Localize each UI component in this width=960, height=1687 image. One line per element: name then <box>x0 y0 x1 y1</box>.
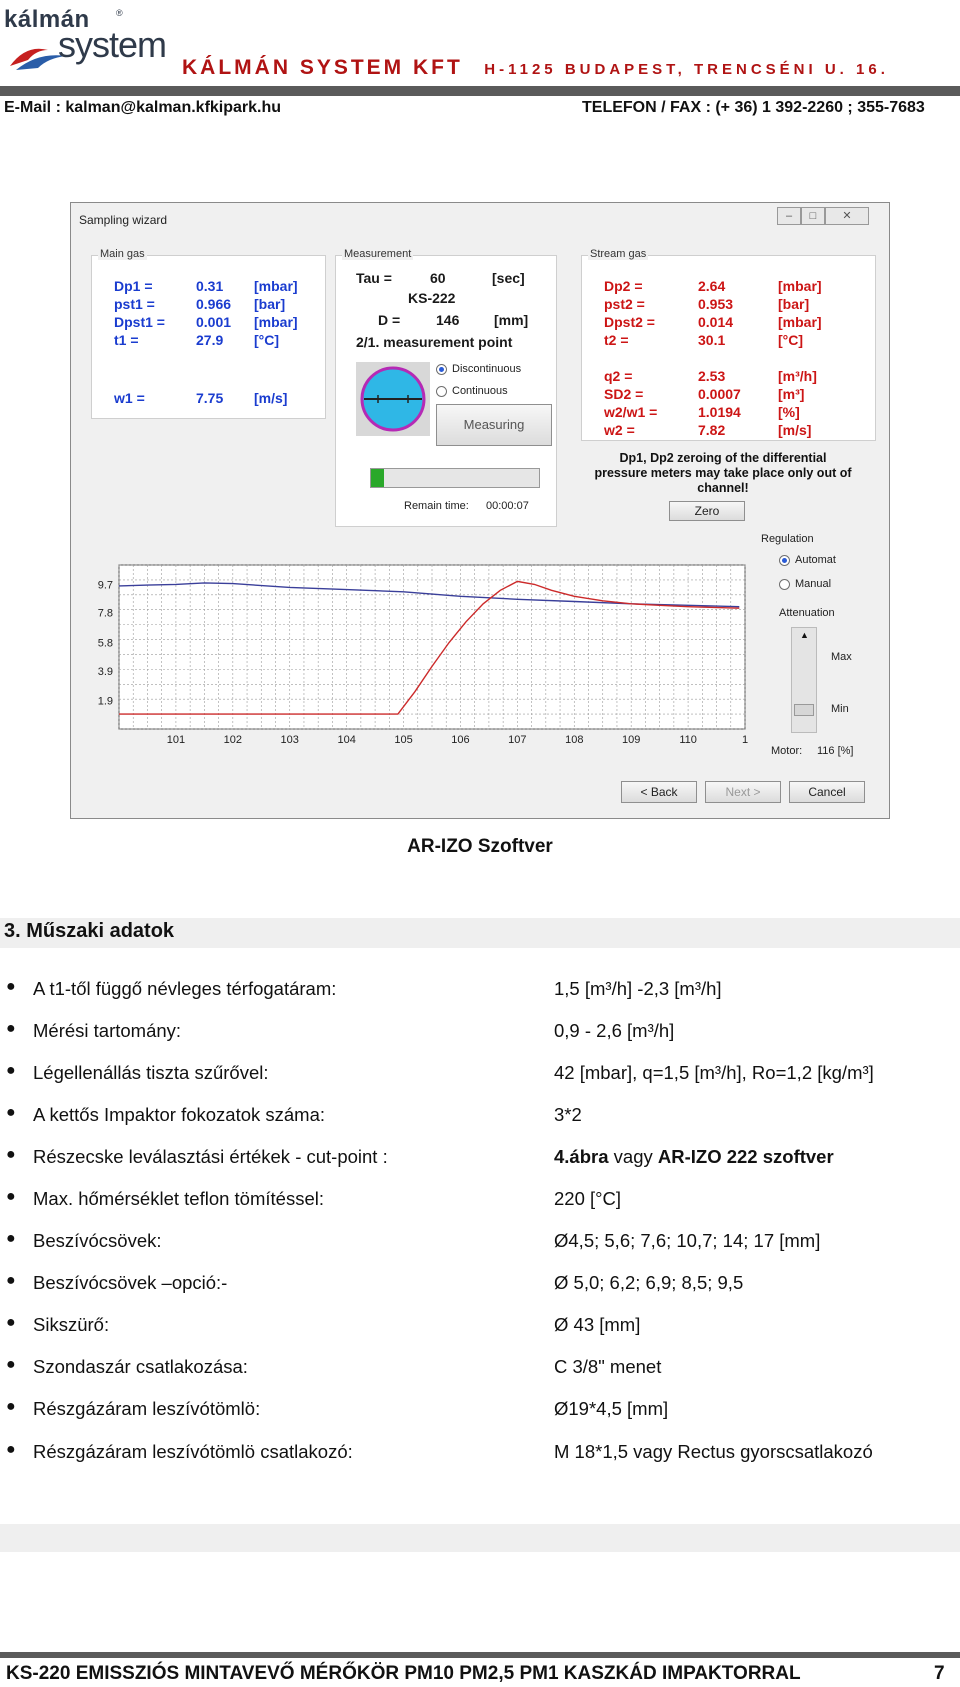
main-gas-value: 0.966 <box>196 296 232 312</box>
stream-gas-label: Stream gas <box>590 248 647 260</box>
max-label: Max <box>831 651 852 663</box>
y-tick-label: 5.8 <box>97 637 113 650</box>
measuring-button[interactable]: Measuring <box>436 404 552 446</box>
spec-label: Részgázáram leszívótömlö csatlakozó: <box>33 1441 353 1462</box>
spec-value: Ø19*4,5 [mm] <box>554 1398 669 1419</box>
figure-reference: 4.ábra <box>554 1146 609 1167</box>
spec-label: Részgázáram leszívótömlö: <box>33 1398 261 1419</box>
stream-gas-value: 0.953 <box>698 296 734 312</box>
spec-row <box>0 1188 960 1218</box>
main-gas-panel <box>91 248 326 419</box>
main-gas-value: 0.31 <box>196 278 224 294</box>
min-label: Min <box>831 703 849 715</box>
spec-value <box>554 1146 834 1168</box>
logo-text-system: system <box>58 24 167 65</box>
spec-value: 3*2 <box>554 1104 582 1125</box>
attenuation-label: Attenuation <box>779 607 835 619</box>
spec-label: Max. hőmérséklet teflon tömítéssel: <box>33 1188 324 1209</box>
page-number: 7 <box>934 1663 945 1684</box>
w1-name: w1 = <box>114 390 145 406</box>
spec-row <box>0 1020 960 1050</box>
bullet: ● <box>6 1441 16 1458</box>
stream-gas-name: pst2 = <box>604 296 645 312</box>
bullet: ● <box>6 1230 16 1247</box>
motor-label: Motor: <box>771 745 803 757</box>
main-gas-unit: [mbar] <box>254 278 298 294</box>
x-tick-label: 107 <box>508 734 527 746</box>
x-tick-label: 102 <box>223 734 242 746</box>
spec-label: Beszívócsövek –opció:- <box>33 1272 228 1293</box>
motor-value: 116 [%] <box>817 745 854 757</box>
stream-gas-name-2: q2 = <box>604 368 633 384</box>
discontinuous-label: Discontinuous <box>452 363 522 375</box>
spec-label: Részecske leválasztási értékek - cut-point : <box>33 1146 388 1167</box>
remain-time-value: 00:00:07 <box>486 500 529 512</box>
stream-gas-unit-2: [%] <box>778 404 800 420</box>
x-tick-label: 105 <box>394 734 413 746</box>
company-logo <box>4 6 176 72</box>
x-tick-label: 1 <box>741 734 749 746</box>
remain-time-label: Remain time: <box>404 500 469 512</box>
main-gas-name: t1 = <box>114 332 139 348</box>
bullet: ● <box>6 1356 16 1373</box>
cancel-button[interactable]: Cancel <box>789 781 865 803</box>
automat-radio[interactable] <box>779 555 790 566</box>
spec-label: Sikszürő: <box>33 1314 110 1335</box>
tau-name: Tau = <box>356 270 392 286</box>
spec-label: A t1-től függő névleges térfogatáram: <box>33 978 337 999</box>
stream-gas-value: 0.014 <box>698 314 734 330</box>
spec-row <box>0 1314 960 1344</box>
stream-gas-value-2: 1.0194 <box>698 404 741 420</box>
device-name: KS-222 <box>408 290 456 306</box>
bullet: ● <box>6 1104 16 1121</box>
progress-fill <box>371 469 384 487</box>
spec-label: Légellenállás tiszta szűrővel: <box>33 1062 269 1083</box>
slider-up-icon[interactable]: ▲ <box>800 630 809 640</box>
w1-unit: [m/s] <box>254 390 288 406</box>
zeroing-note: Dp1, Dp2 zeroing of the differential pressure meters may take place only out of channel! <box>594 451 852 495</box>
stream-gas-value-2: 7.82 <box>698 422 726 438</box>
x-tick-label: 110 <box>679 734 697 746</box>
bullet: ● <box>6 978 16 995</box>
spec-value: M 18*1,5 vagy Rectus gyorscsatlakozó <box>554 1441 873 1462</box>
main-gas-label: Main gas <box>100 248 145 260</box>
stream-gas-panel <box>581 248 876 441</box>
main-gas-name: pst1 = <box>114 296 155 312</box>
stream-gas-value: 30.1 <box>698 332 726 348</box>
company-name: KÁLMÁN SYSTEM KFT <box>182 56 463 79</box>
w1-value: 7.75 <box>196 390 224 406</box>
manual-radio[interactable] <box>779 579 790 590</box>
chart-area <box>79 561 749 751</box>
spec-value: 42 [mbar], q=1,5 [m³/h], Ro=1,2 [kg/m³] <box>554 1062 874 1083</box>
stream-gas-name-2: w2 = <box>604 422 635 438</box>
stream-gas-value-2: 2.53 <box>698 368 726 384</box>
spec-label: A kettős Impaktor fokozatok száma: <box>33 1104 326 1125</box>
spec-value: 1,5 [m³/h] -2,3 [m³/h] <box>554 978 722 999</box>
stream-gas-unit: [mbar] <box>778 314 822 330</box>
stream-gas-unit: [°C] <box>778 332 804 348</box>
progress-bar <box>370 468 540 488</box>
spec-row <box>0 978 960 1008</box>
header-rule <box>0 86 960 96</box>
bullet: ● <box>6 1188 16 1205</box>
continuous-radio[interactable] <box>436 386 447 397</box>
bullet: ● <box>6 1146 16 1163</box>
automat-label: Automat <box>795 554 836 566</box>
spec-value: Ø 5,0; 6,2; 6,9; 8,5; 9,5 <box>554 1272 744 1293</box>
stream-gas-unit-2: [m/s] <box>778 422 812 438</box>
spec-heading: 3. Műszaki adatok <box>4 920 175 942</box>
bullet: ● <box>6 1398 16 1415</box>
d-value: 146 <box>436 312 460 328</box>
spec-value: Ø4,5; 5,6; 7,6; 10,7; 14; 17 [mm] <box>554 1230 821 1251</box>
spec-row <box>0 1104 960 1134</box>
stream-gas-name-2: w2/w1 = <box>604 404 658 420</box>
main-gas-unit: [mbar] <box>254 314 298 330</box>
trend-chart <box>79 561 749 751</box>
spec-row <box>0 1398 960 1428</box>
maximize-icon[interactable]: □ <box>801 207 825 225</box>
spec-label: Mérési tartomány: <box>33 1020 182 1041</box>
x-tick-label: 101 <box>166 734 186 746</box>
spec-row <box>0 1230 960 1260</box>
logo-registered-mark: ® <box>116 8 123 18</box>
y-tick-label: 7.8 <box>97 607 113 620</box>
spec-value: 0,9 - 2,6 [m³/h] <box>554 1020 675 1041</box>
figure-caption: AR-IZO Szoftver <box>407 836 553 857</box>
d-name: D = <box>378 312 401 328</box>
regulation-label: Regulation <box>761 533 814 545</box>
minimize-icon[interactable]: – <box>777 207 801 225</box>
spec-label: Beszívócsövek: <box>33 1230 162 1251</box>
y-tick-label: 9.7 <box>97 579 113 592</box>
header-email: E-Mail : kalman@kalman.kfkipark.hu <box>4 99 282 116</box>
measurement-label: Measurement <box>344 248 412 260</box>
company-address: H-1125 BUDAPEST, TRENCSÉNI U. 16. <box>484 61 889 78</box>
stream-gas-unit: [mbar] <box>778 278 822 294</box>
footer-rule <box>0 1652 960 1658</box>
continuous-label: Continuous <box>452 385 508 397</box>
spec-row <box>0 1356 960 1386</box>
bottom-band <box>0 1524 960 1552</box>
stream-gas-name: Dpst2 = <box>604 314 655 330</box>
measurement-panel <box>335 248 557 527</box>
stream-gas-value: 2.64 <box>698 278 726 294</box>
cross-section-diagram <box>356 362 430 436</box>
software-reference: AR-IZO 222 szoftver <box>657 1146 834 1167</box>
main-gas-name: Dp1 = <box>114 278 153 294</box>
y-tick-label: 1.9 <box>97 695 113 708</box>
spec-value: Ø 43 [mm] <box>554 1314 641 1335</box>
bullet: ● <box>6 1272 16 1289</box>
spec-label: Szondaszár csatlakozása: <box>33 1356 248 1377</box>
bullet: ● <box>6 1314 16 1331</box>
logo-text-kalman: kálmán <box>4 6 90 33</box>
stream-gas-value-2: 0.0007 <box>698 386 741 402</box>
spec-value: C 3/8" menet <box>554 1356 662 1377</box>
main-gas-unit: [bar] <box>254 296 286 312</box>
spec-value: 220 [°C] <box>554 1188 622 1209</box>
close-icon[interactable]: ✕ <box>825 207 869 225</box>
main-gas-unit: [°C] <box>254 332 280 348</box>
x-tick-label: 106 <box>451 734 470 746</box>
stream-gas-name: Dp2 = <box>604 278 643 294</box>
x-tick-label: 103 <box>280 734 299 746</box>
header-phone: TELEFON / FAX : (+ 36) 1 392-2260 ; 355-7683 <box>582 99 925 116</box>
tau-value: 60 <box>430 270 446 286</box>
y-tick-label: 3.9 <box>97 665 113 678</box>
zero-button[interactable]: Zero <box>669 501 745 521</box>
stream-gas-name: t2 = <box>604 332 629 348</box>
spec-row <box>0 1272 960 1302</box>
stream-gas-unit-2: [m³/h] <box>778 368 817 384</box>
manual-label: Manual <box>795 578 832 590</box>
stream-gas-name-2: SD2 = <box>604 386 644 402</box>
bullet: ● <box>6 1020 16 1037</box>
next-button[interactable]: Next > <box>705 781 781 803</box>
x-tick-label: 109 <box>622 734 641 746</box>
attenuation-slider[interactable] <box>791 627 817 733</box>
discontinuous-radio[interactable] <box>436 364 447 375</box>
x-tick-label: 104 <box>337 734 356 746</box>
sampling-wizard-window <box>70 202 890 819</box>
spec-row <box>0 1062 960 1092</box>
measurement-point: 2/1. measurement point <box>356 334 513 350</box>
main-gas-value: 27.9 <box>196 332 224 348</box>
spec-row <box>0 1441 960 1471</box>
x-tick-label: 108 <box>565 734 584 746</box>
spec-row <box>0 1146 960 1176</box>
stream-gas-unit: [bar] <box>778 296 810 312</box>
main-gas-name: Dpst1 = <box>114 314 165 330</box>
stream-gas-unit-2: [m³] <box>778 386 805 402</box>
main-gas-value: 0.001 <box>196 314 232 330</box>
tau-unit: [sec] <box>492 270 525 286</box>
slider-thumb[interactable] <box>794 704 814 716</box>
spec-value-connector: vagy <box>608 1146 658 1167</box>
window-title: Sampling wizard <box>79 213 168 227</box>
back-button[interactable]: < Back <box>621 781 697 803</box>
company-address-line <box>182 56 889 80</box>
footer-title: KS-220 EMISSZIÓS MINTAVEVŐ MÉRŐKÖR PM10 PM2,5 PM1 KASZKÁD IMPAKTORRAL <box>6 1663 801 1684</box>
d-unit: [mm] <box>494 312 529 328</box>
bullet: ● <box>6 1062 16 1079</box>
